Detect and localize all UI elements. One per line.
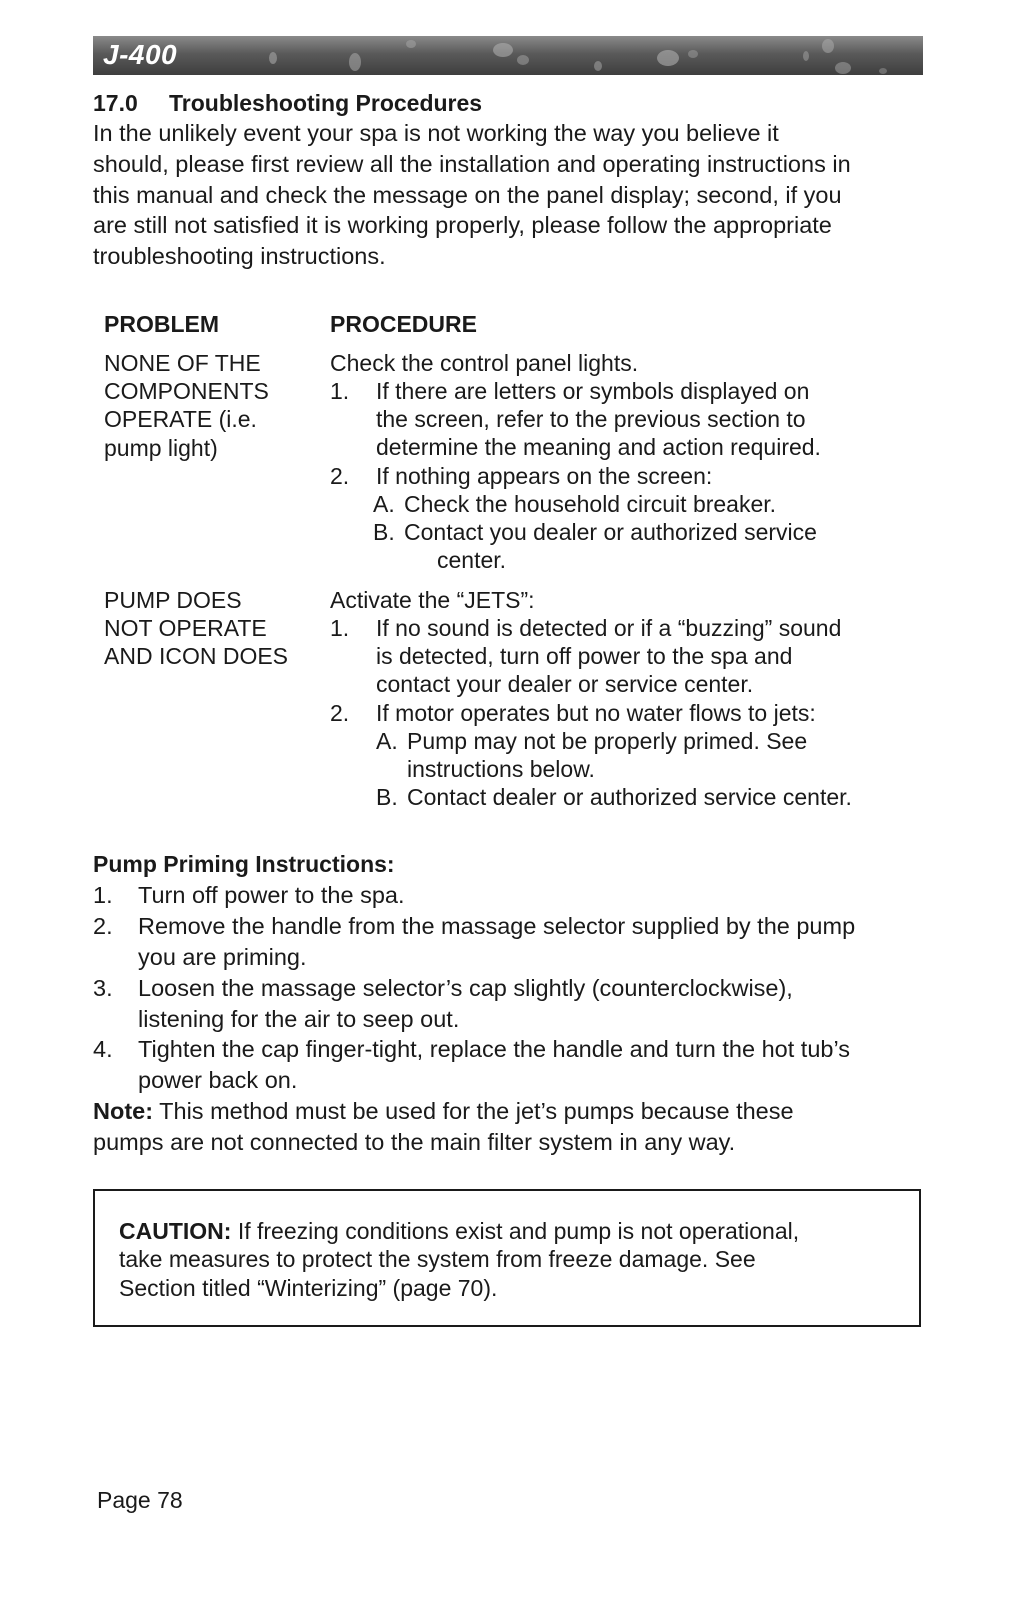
section-title: Troubleshooting Procedures xyxy=(169,90,483,116)
step-number: 1. xyxy=(330,615,350,641)
substep-line: Pump may not be properly primed. See xyxy=(407,728,808,754)
section-heading xyxy=(93,90,482,117)
step-line: is detected, turn off power to the spa and xyxy=(376,643,793,670)
problem-column-header: PROBLEM xyxy=(104,311,219,337)
section-number: 17.0 xyxy=(93,90,138,116)
substep-letter: B. xyxy=(373,519,395,545)
substep-letter: A. xyxy=(373,491,395,517)
procedure-column-header: PROCEDURE xyxy=(330,311,477,337)
step-number: 2. xyxy=(93,913,113,939)
step-line: power back on. xyxy=(138,1066,298,1093)
intro-paragraph xyxy=(93,118,928,272)
caution-line: If freezing conditions exist and pump is not operational, xyxy=(231,1218,800,1244)
step-line: contact your dealer or service center. xyxy=(376,671,754,698)
note-label: Note: xyxy=(93,1098,154,1124)
problem-line: PUMP DOES xyxy=(104,587,242,613)
note-line: This method must be used for the jet’s pumps because these xyxy=(153,1098,794,1124)
caution-text xyxy=(119,1217,899,1302)
step-line: Remove the handle from the massage selector supplied by the pump xyxy=(138,913,856,939)
step-line: If no sound is detected or if a “buzzing” sound xyxy=(376,615,842,641)
step-text xyxy=(376,377,921,462)
step-line: Loosen the massage selector’s cap slightly (counterclockwise), xyxy=(138,975,793,1001)
document-title: J-400 xyxy=(103,39,178,70)
substep-text xyxy=(407,783,927,811)
problem-line: COMPONENTS xyxy=(104,378,269,405)
step-number: 2. xyxy=(330,700,350,726)
caution-label: CAUTION: xyxy=(119,1218,232,1244)
caution-box xyxy=(93,1189,921,1327)
intro-line: should, please first review all the installation and operating instructions in xyxy=(93,150,851,177)
substep-text xyxy=(404,490,924,518)
caution-line: Section titled “Winterizing” (page 70). xyxy=(119,1274,498,1301)
step-line: If motor operates but no water flows to jets: xyxy=(376,700,816,726)
problem-line: AND ICON DOES xyxy=(104,643,289,670)
step-line: Tighten the cap finger-tight, replace the handle and turn the hot tub’s xyxy=(138,1036,851,1062)
step-number: 2. xyxy=(330,463,350,489)
priming-note xyxy=(93,1096,928,1158)
intro-line: troubleshooting instructions. xyxy=(93,243,386,270)
substep-text xyxy=(404,518,924,574)
procedure-lead: Check the control panel lights. xyxy=(330,350,639,376)
substep-line: Check the household circuit breaker. xyxy=(404,491,777,517)
substep-text xyxy=(407,727,927,783)
problem-line: pump light) xyxy=(104,434,218,461)
step-number: 1. xyxy=(93,882,113,908)
problem-line: NOT OPERATE xyxy=(104,615,267,642)
header-bar xyxy=(93,36,923,75)
substep-line: Contact dealer or authorized service center. xyxy=(407,784,852,810)
step-line: listening for the air to seep out. xyxy=(138,1005,460,1032)
problem-cell xyxy=(104,349,319,462)
intro-line: In the unlikely event your spa is not working the way you believe it xyxy=(93,120,779,146)
step-number: 1. xyxy=(330,378,350,404)
step-line: determine the meaning and action required. xyxy=(376,434,821,461)
caution-line: take measures to protect the system from freeze damage. See xyxy=(119,1246,756,1273)
water-droplets-decoration xyxy=(93,36,923,75)
substep-line: instructions below. xyxy=(407,756,595,783)
step-line: the screen, refer to the previous section to xyxy=(376,406,806,433)
substep-letter: A. xyxy=(376,728,398,754)
step-number: 3. xyxy=(93,975,113,1001)
page-number: Page 78 xyxy=(97,1487,183,1513)
intro-line: this manual and check the message on the panel display; second, if you xyxy=(93,181,842,208)
problem-line: OPERATE (i.e. xyxy=(104,406,257,433)
step-text xyxy=(138,880,928,911)
step-text xyxy=(376,462,921,490)
note-line: pumps are not connected to the main filter system in any way. xyxy=(93,1128,736,1155)
substep-line: center. xyxy=(437,547,507,574)
substep-letter: B. xyxy=(376,784,398,810)
step-line: If there are letters or symbols displayed on xyxy=(376,378,810,404)
procedure-lead: Activate the “JETS”: xyxy=(330,587,535,613)
priming-title: Pump Priming Instructions: xyxy=(93,851,395,877)
step-text xyxy=(376,614,921,699)
problem-line: NONE OF THE xyxy=(104,350,261,376)
step-line: If nothing appears on the screen: xyxy=(376,463,713,489)
step-line: Turn off power to the spa. xyxy=(138,882,405,908)
step-text xyxy=(138,973,928,1035)
step-text xyxy=(376,699,921,727)
substep-line: Contact you dealer or authorized service xyxy=(404,519,817,545)
step-text xyxy=(138,911,928,973)
step-number: 4. xyxy=(93,1036,113,1062)
step-line: you are priming. xyxy=(138,943,307,970)
step-text xyxy=(138,1034,928,1096)
problem-cell xyxy=(104,586,329,671)
intro-line: are still not satisfied it is working properly, please follow the appropriate xyxy=(93,212,832,239)
